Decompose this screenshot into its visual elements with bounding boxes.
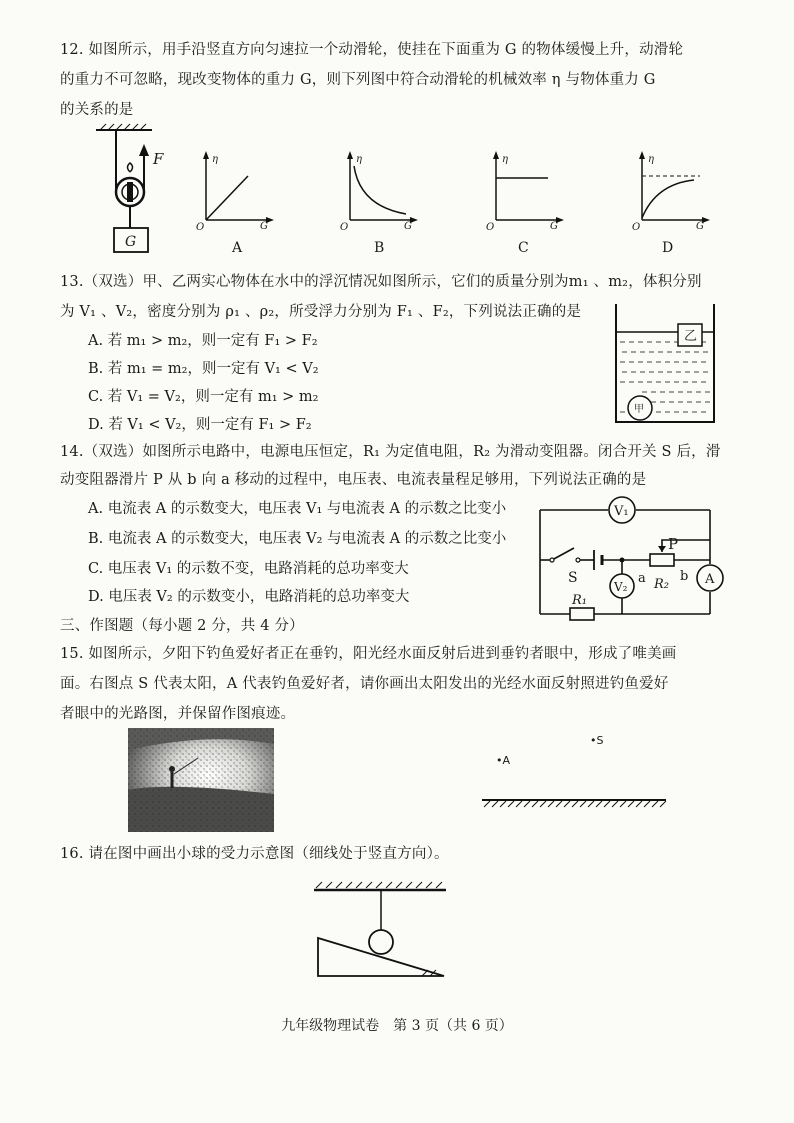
q12-text-line-1: 12. 如图所示，用手沿竖直方向匀速拉一个动滑轮，使挂在下面重为 G 的物体缓慢上升，动滑轮	[60, 42, 684, 58]
force-label: F	[153, 150, 164, 168]
q12-text-line-2: 的重力不可忽略，现改变物体的重力 G，则下列图中符合动滑轮的机械效率 η 与物体重力 G	[60, 72, 656, 88]
q13-text-line-2: 为 V₁ 、V₂，密度分别为 ρ₁ 、ρ₂，所受浮力分别为 F₁ 、F₂，下列说法正确的是	[60, 304, 582, 320]
graph-a-origin: O	[196, 222, 205, 233]
terminal-b: b	[680, 569, 689, 584]
graph-c	[482, 148, 566, 230]
voltmeter-v1: V₁	[614, 504, 629, 519]
water-tank-figure	[612, 302, 718, 426]
circuit-figure	[532, 492, 728, 622]
graph-d-origin: O	[632, 222, 641, 233]
graph-d	[628, 148, 712, 230]
graph-a-x-label: G	[260, 221, 268, 230]
q15-text-line-1: 15. 如图所示，夕阳下钓鱼爱好者正在垂钓，阳光经水面反射后进到垂钓者眼中，形成了唯美画	[60, 646, 677, 662]
label-yi: 乙	[684, 329, 698, 344]
q14-option-c: C. 电压表 V₁ 的示数不变，电路消耗的总功率变大	[88, 561, 409, 577]
pulley-figure	[92, 122, 182, 257]
graph-b-label: B	[374, 240, 385, 256]
graph-d-x-label: G	[696, 221, 704, 230]
q14-text-line-2: 动变阻器滑片 P 从 b 向 a 移动的过程中，电压表、电流表量程足够用，下列说法正确的是	[60, 472, 647, 488]
q13-option-b: B. 若 m₁ = m₂，则一定有 V₁ < V₂	[88, 361, 319, 377]
q13-option-a: A. 若 m₁ > m₂，则一定有 F₁ > F₂	[88, 333, 318, 349]
graph-c-label: C	[518, 240, 529, 256]
point-a: •A	[496, 754, 511, 767]
graph-c-origin: O	[486, 222, 495, 233]
water-surface	[480, 798, 670, 810]
q13-option-d: D. 若 V₁ < V₂，则一定有 F₁ > F₂	[88, 417, 312, 433]
slider-label: P	[668, 535, 679, 553]
ammeter-a: A	[705, 572, 715, 587]
q15-text-line-2: 面。右图点 S 代表太阳，A 代表钓鱼爱好者，请你画出太阳发出的光经水面反射照进钓鱼爱好	[60, 676, 669, 692]
graph-b	[336, 148, 420, 230]
graph-b-x-label: G	[404, 221, 412, 230]
point-s: •S	[590, 734, 604, 747]
page-footer: 九年级物理试卷 第 3 页（共 6 页）	[281, 1018, 513, 1034]
terminal-a: a	[638, 571, 646, 586]
switch-label: S	[568, 570, 578, 586]
graph-a-y-label: η	[212, 154, 218, 165]
q14-option-d: D. 电压表 V₂ 的示数变小，电路消耗的总功率变大	[88, 589, 410, 605]
q13-option-c: C. 若 V₁ = V₂，则一定有 m₁ > m₂	[88, 389, 319, 405]
graph-c-x-label: G	[550, 221, 558, 230]
voltmeter-v2: V₂	[614, 580, 628, 594]
q13-text-line-1: 13.（双选）甲、乙两实心物体在水中的浮沉情况如图所示，它们的质量分别为m₁ 、m₂，体积分别	[60, 274, 702, 290]
graph-a-label: A	[232, 240, 243, 256]
q15-text-line-3: 者眼中的光路图，并保留作图痕迹。	[60, 706, 296, 722]
graph-d-y-label: η	[648, 154, 654, 165]
q12-text-line-3: 的关系的是	[60, 102, 134, 118]
graph-b-y-label: η	[356, 154, 362, 165]
section-3-title: 三、作图题（每小题 2 分，共 4 分）	[60, 618, 304, 634]
q16-text-line-1: 16. 请在图中画出小球的受力示意图（细线处于竖直方向）。	[60, 846, 449, 862]
graph-a	[192, 148, 276, 230]
r2-label: R₂	[654, 577, 669, 592]
r1-label: R₁	[572, 593, 587, 608]
graph-b-origin: O	[340, 222, 349, 233]
graph-d-label: D	[662, 240, 674, 256]
q14-option-a: A. 电流表 A 的示数变大，电压表 V₁ 与电流表 A 的示数之比变小	[88, 501, 507, 517]
sunset-fishing-photo	[128, 728, 274, 832]
graph-c-y-label: η	[502, 154, 508, 165]
weight-label: G	[125, 234, 137, 250]
ball-on-incline-figure	[310, 880, 450, 980]
q14-text-line-1: 14.（双选）如图所示电路中，电源电压恒定，R₁ 为定值电阻，R₂ 为滑动变阻器。闭合开关 S 后，滑	[60, 444, 721, 460]
label-jia: 甲	[634, 404, 644, 415]
q14-option-b: B. 电流表 A 的示数变大，电压表 V₂ 与电流表 A 的示数之比变小	[88, 531, 507, 547]
